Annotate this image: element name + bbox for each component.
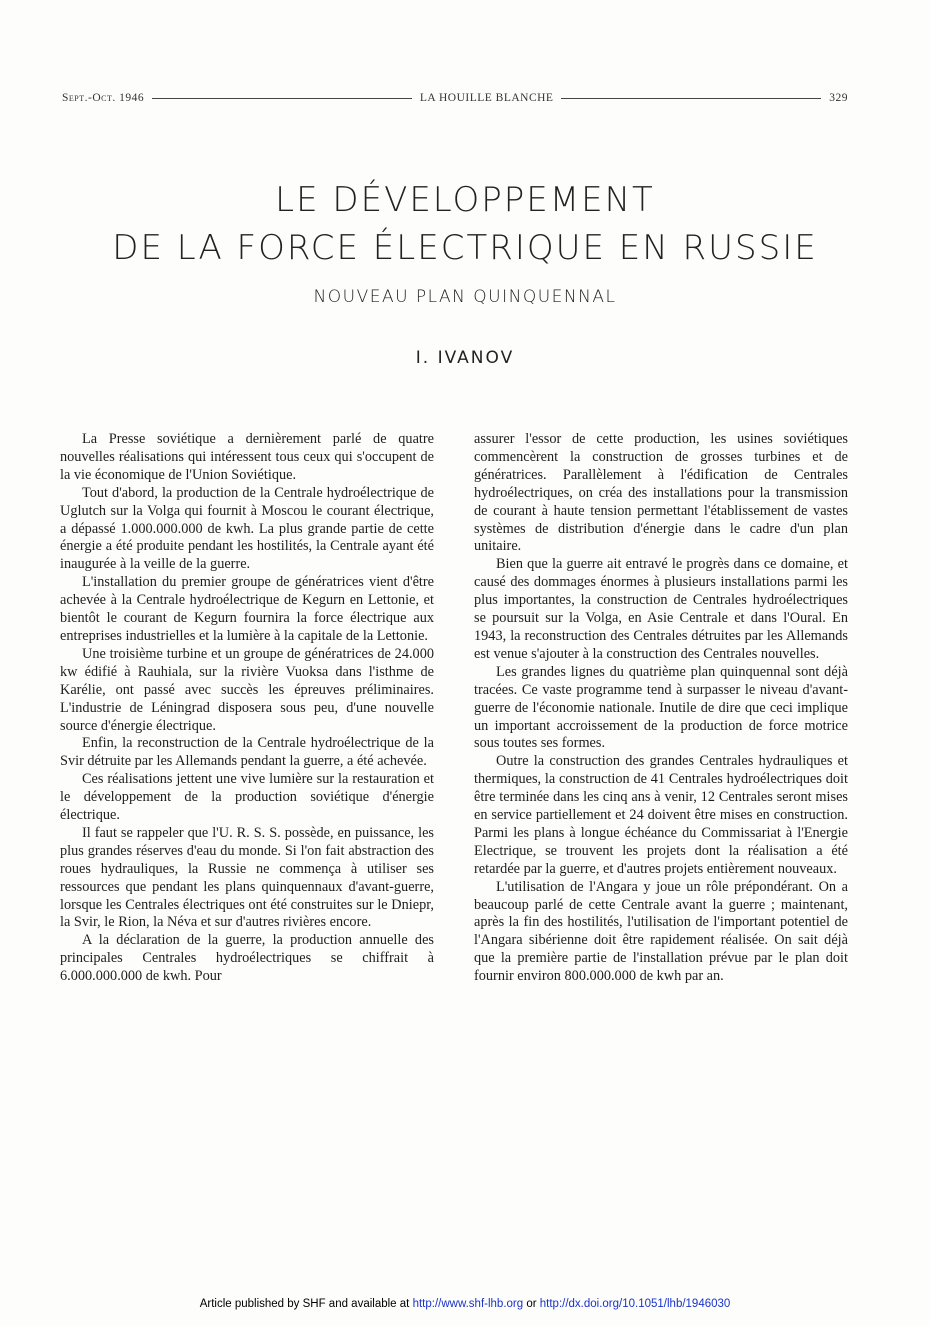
paragraph: A la déclaration de la guerre, la production annuelle des principales Centrales hydroélectriques se chiffrait à 6.000.000.000 de kwh. Pour <box>60 932 434 985</box>
paragraph: L'utilisation de l'Angara y joue un rôle prépondérant. On a beaucoup parlé de cette Centrale avant la guerre ; maintenant, après la fin des hostilités, l'utilisation de l'important potentiel de l'Angara sibérienne doit être rapidement réalisée. On sait déjà que la première partie de l'installation prévue par le plan doit fournir environ 800.000.000 de kwh par an. <box>474 878 848 985</box>
paragraph: Tout d'abord, la production de la Centrale hydroélectrique de Uglutch sur la Volga qui fournit à Moscou le courant électrique, a dépassé 1.000.000.000 de kwh. La plus grande partie de cette énergie a été produite pendant les hostilités, la Centrale ayant été inaugurée à la veille de la guerre. <box>60 484 434 573</box>
paragraph: Bien que la guerre ait entravé le progrès dans ce domaine, et causé des dommages énormes à plusieurs installations parmi les plus importantes, la construction de Centrales hydroélectriques se poursuit sur la Volga, en Asie Centrale et dans l'Oural. En 1943, la reconstruction des Centrales détruites par les Allemands est venue s'ajouter à la construction des Centrales nouvelles. <box>474 556 848 662</box>
right-column <box>474 431 848 986</box>
paragraph: Les grandes lignes du quatrième plan quinquennal sont déjà tracées. Ce vaste programme tend à surpasser le niveau d'avant-guerre de l'économie nationale. Inutile de dire que ceci implique un important accroissement de la production de force motrice sous toutes ses formes. <box>474 663 848 752</box>
footer-separator: or <box>523 1298 540 1310</box>
title-line-1: LE DÉVELOPPEMENT <box>275 180 655 220</box>
paragraph: La Presse soviétique a dernièrement parlé de quatre nouvelles réalisations qui intéressent tous ceux qui s'occupent de la vie économique de l'Union Soviétique. <box>60 431 434 483</box>
paragraph: Ces réalisations jettent une vive lumière sur la restauration et le développement de la production soviétique d'énergie électrique. <box>60 771 434 824</box>
paragraph: L'installation du premier groupe de génératrices vient d'être achevée à la Centrale hydroélectrique de Kegurn en Lettonie, et bientôt le courant de Kegurn fournira la force électrique aux entreprises industrielles et la lumière à la capitale de la Lettonie. <box>60 574 434 644</box>
publication-footer <box>0 1298 930 1310</box>
left-column <box>60 431 434 986</box>
author-name: I. IVANOV <box>415 348 515 368</box>
paragraph: assurer l'essor de cette production, les usines soviétiques commencèrent la construction de grosses turbines et de génératrices. Parallèlement à l'édification de Centrales hydroélectriques, on créa des installations pour la transmission de courant à haute tension permettant l'établissement de vastes systèmes de distribution d'énergie dans le cadre d'un plan unitaire. <box>474 431 848 555</box>
footer-text: Article published by SHF and available at <box>199 1298 413 1310</box>
header-rule-right <box>561 98 821 99</box>
issue-date: Sept.-Oct. 1946 <box>62 92 145 104</box>
title-line-2: DE LA FORCE ÉLECTRIQUE EN RUSSIE <box>112 228 818 268</box>
paragraph: Enfin, la reconstruction de la Centrale hydroélectrique de la Svir détruite par les Allemands pendant la guerre, a été achevée. <box>60 735 434 770</box>
paragraph: Il faut se rappeler que l'U. R. S. S. possède, en puissance, les plus grandes réserves d'eau du monde. Si l'on fait abstraction des roues hydrauliques, la Russie ne commença à utiliser ses ressources que pendant les plans quinquennaux d'avant-guerre, lorsque les Centrales électriques ont été construites sur le Dniepr, la Svir, le Rion, la Néva et sur d'autres rivières encore. <box>60 824 434 931</box>
running-header <box>62 90 848 106</box>
subtitle: NOUVEAU PLAN QUINQUENNAL <box>313 287 617 307</box>
shf-link[interactable]: http://www.shf-lhb.org <box>412 1298 524 1310</box>
journal-name: LA HOUILLE BLANCHE <box>419 92 554 104</box>
page-number: 329 <box>829 92 848 104</box>
doi-link[interactable]: http://dx.doi.org/10.1051/lhb/1946030 <box>539 1298 731 1310</box>
header-rule-left <box>152 98 412 99</box>
paragraph: Une troisième turbine et un groupe de génératrices de 24.000 kw édifié à Rauhiala, sur la rivière Vuoksa dans l'isthme de Karélie, ont passé avec succès les épreuves préliminaires. L'industrie de Léningrad disposera sous peu, d'une nouvelle source d'énergie électrique. <box>60 645 434 734</box>
paragraph: Outre la construction des grandes Centrales hydrauliques et thermiques, la construction de 41 Centrales hydroélectriques doit être terminée dans les cinq ans à venir, 12 Centrales seront mises en service partiellement et 24 doivent être mises en construction. Parmi les plans à longue échéance du Commissariat à l'Energie Electrique, se trouvent les projets dont la réalisation a été retardée par la guerre, et d'autres projets entièrement nouveaux. <box>474 753 848 877</box>
